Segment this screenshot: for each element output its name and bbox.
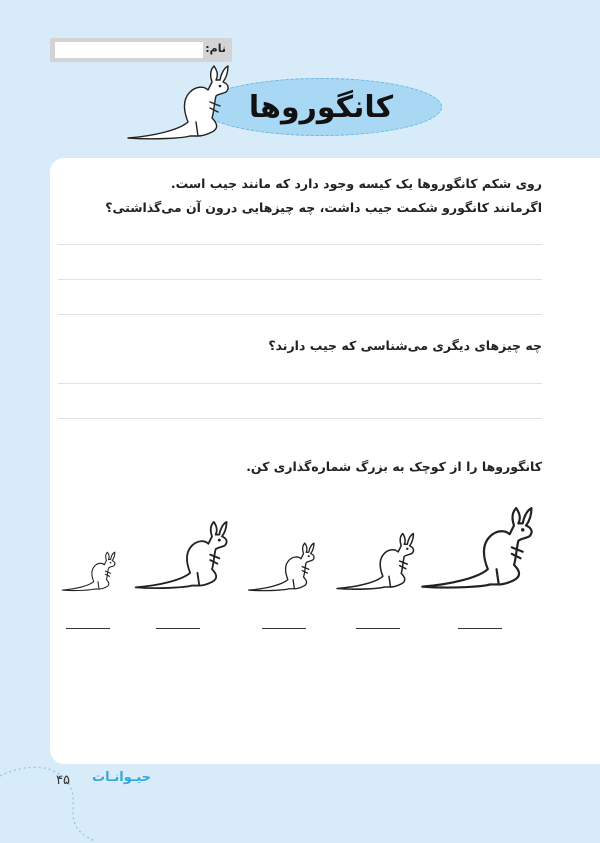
question-3: کانگوروها را از کوچک به بزرگ شماره‌گذاری کن. <box>246 459 542 474</box>
page-title: کانگوروها <box>248 89 394 125</box>
name-label: نام: <box>205 42 226 55</box>
kangaroo-2 <box>132 508 232 594</box>
answer-line-2[interactable] <box>58 279 542 280</box>
number-blank-1[interactable] <box>66 628 110 629</box>
title-badge <box>200 78 442 136</box>
book-title: حیـوانـات <box>92 770 151 785</box>
kangaroo-1 <box>60 544 118 594</box>
kangaroo-illustration <box>124 52 234 144</box>
answer-line-3[interactable] <box>58 314 542 315</box>
answer-line-1[interactable] <box>58 244 542 245</box>
answer-line-5[interactable] <box>58 418 542 419</box>
question-1-line-2: اگرمانند کانگورو شکمت جیب داشت، چه چیزهایی درون آن می‌گذاشتی؟ <box>105 200 542 215</box>
number-blank-2[interactable] <box>156 628 200 629</box>
page-number: ۴۵ <box>56 773 70 788</box>
question-1-line-1: روی شکم کانگوروها یک کیسه وجود دارد که مانند جیب است. <box>170 176 542 191</box>
kangaroo-4 <box>334 522 418 594</box>
kangaroo-3 <box>246 534 318 594</box>
question-2: چه چیزهای دیگری می‌شناسی که جیب دارند؟ <box>268 338 542 353</box>
answer-line-4[interactable] <box>58 383 542 384</box>
number-blank-3[interactable] <box>262 628 306 629</box>
number-blank-5[interactable] <box>458 628 502 629</box>
kangaroo-5 <box>418 492 538 594</box>
number-blank-4[interactable] <box>356 628 400 629</box>
dotted-curve-decoration <box>0 756 100 843</box>
